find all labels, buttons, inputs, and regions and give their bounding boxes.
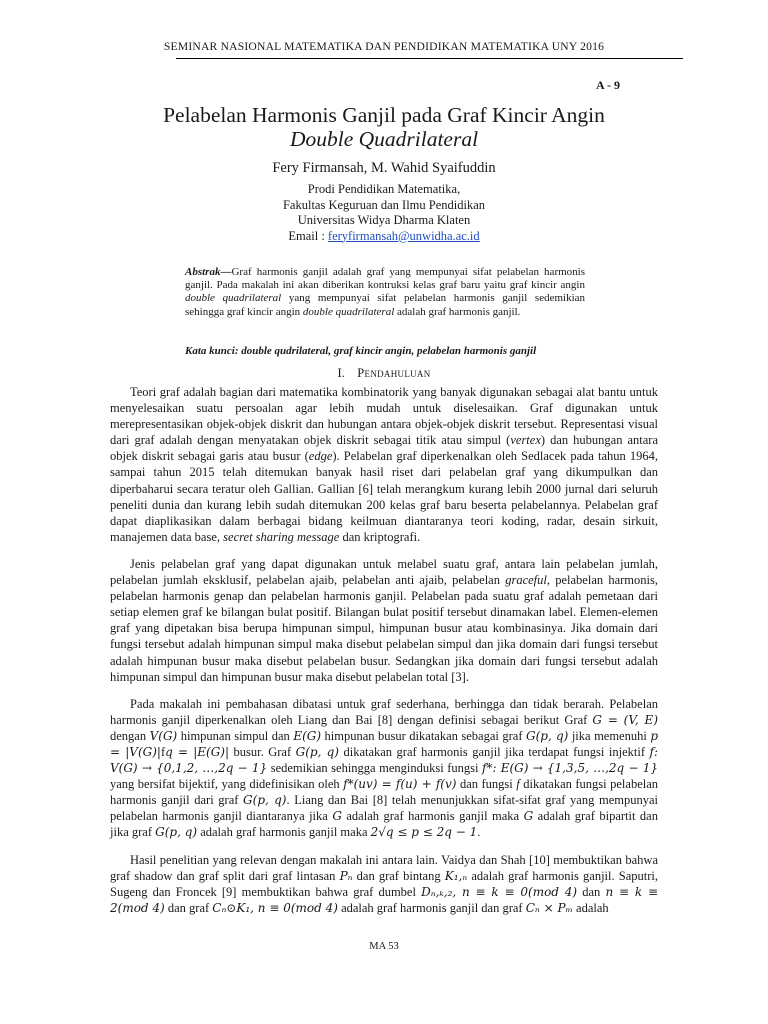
math: G	[523, 809, 534, 824]
text: dengan	[110, 728, 150, 743]
header-rule	[176, 58, 683, 59]
paragraph-3	[110, 696, 658, 841]
math: G(p, q)	[155, 825, 198, 840]
section-title: Pendahuluan	[357, 366, 431, 380]
math: p = |V(G)|	[110, 728, 659, 759]
text: dan kriptografi.	[339, 529, 421, 544]
affiliation-line3: Universitas Widya Dharma Klaten	[297, 213, 471, 227]
math: G(p, q)	[243, 793, 287, 808]
text: ) dan hubungan antara objek diskrit sebagai garis atau busur (	[110, 433, 659, 464]
text: dan graf	[164, 900, 213, 915]
math: G(p, q)	[295, 744, 339, 759]
abstract-label: Abstrak	[185, 266, 221, 278]
math: 2√q ≤ p ≤ 2q − 1	[370, 825, 478, 840]
text: jika memenuhi	[568, 728, 651, 743]
math: f*: E(G) → {1,3,5, …,2q − 1}	[482, 761, 658, 776]
keywords: Kata kunci: double qudrilateral, graf kincir angin, pelabelan harmonis ganjil	[185, 345, 537, 357]
term: vertex	[510, 433, 541, 448]
math: Pₙ	[339, 868, 353, 883]
math: K₁,ₙ	[444, 868, 468, 883]
text: dan graf bintang	[352, 868, 445, 883]
text: himpunan busur dikatakan sebagai graf	[321, 728, 526, 743]
abstract-text: Graf harmonis ganjil adalah graf yang mempunyai sifat pelabelan harmonis ganjil. Pada makalah ini akan diberikan kontruksi kelas graf baru yaitu graf kincir angin	[185, 266, 585, 292]
math: f	[516, 777, 520, 792]
term: edge	[308, 449, 333, 464]
paper-title-line2: Double Quadrilateral	[289, 127, 479, 151]
affiliation-line2: Fakultas Keguruan dan Ilmu Pendidikan	[282, 197, 486, 212]
text: sedemikian sehingga menginduksi fungsi	[267, 761, 483, 776]
text: Hasil penelitian yang relevan dengan makalah ini antara lain. Vaidya dan Shah [10] membuktikan bahwa graf shadow dan graf split dari graf lintasan	[110, 852, 658, 883]
text: f	[160, 744, 166, 759]
term: graceful	[505, 573, 547, 588]
math: q = |E(G)|	[165, 744, 230, 759]
text: adalah	[572, 900, 609, 915]
math: E(G)	[293, 728, 322, 743]
text: himpunan simpul dan	[177, 728, 294, 743]
math: G = (V, E)	[592, 712, 659, 727]
affiliation	[0, 182, 768, 244]
math: n ≡ k ≡ 2(mod 4)	[110, 884, 658, 915]
text: busur. Graf	[229, 744, 296, 759]
math: f*(uv) = f(u) + f(v)	[343, 777, 457, 792]
math: G(p, q)	[526, 728, 569, 743]
authors: Fery Firmansah, M. Wahid Syaifuddin	[272, 160, 496, 176]
text: Pada makalah ini pembahasan dibatasi untuk graf sederhana, berhingga dan tidak berarah. Pelabelan harmonis ganjil diperkenalkan oleh Liang dan Bai [8] dengan definisi sebagai berikut Graf	[110, 696, 658, 727]
email-link[interactable]: feryfirmansah@unwidha.ac.id	[327, 228, 480, 243]
math: V(G)	[149, 728, 178, 743]
paragraph-2	[110, 556, 658, 685]
text: . Liang dan Bai [8] telah menunjukkan sifat-sifat graf yang mempunyai pelabelan harmonis ganjil diantaranya jika	[110, 793, 658, 824]
email-label: Email :	[288, 228, 328, 243]
text: adalah graf harmonis ganjil maka	[197, 825, 371, 840]
abstract-dash: —	[220, 266, 232, 278]
text: dan fungsi	[456, 777, 517, 792]
math: G	[332, 809, 342, 824]
running-header: SEMINAR NASIONAL MATEMATIKA DAN PENDIDIKAN MATEMATIKA UNY 2016	[163, 40, 605, 53]
text: ). Pelabelan graf diperkenalkan oleh Sedlacek pada tahun 1964, sampai tahun 2015 telah ditemukan banyak hasil riset dari pelabelan graf yang dikumpulkan dan diperbaharui secara teratur oleh Gallian. Gallian [6] telah merangkum kurang lebih 2000 jurnal dari seluruh peneliti dunia dan kurang lebih sudah ditemukan 200 kelas graf baru beserta pelabelannya. Pelabelan graf dapat diaplikasikan dalam berbagai bidang keilmuan diantaranya teori koding, radar, desain sirkuit, manajemen data base,	[110, 449, 658, 544]
math: Cₙ⊙K₁, n ≡ 0(mod 4)	[212, 900, 338, 915]
text: dikatakan graf harmonis ganjil jika terdapat fungsi injektif	[338, 744, 650, 759]
text: adalah graf harmonis ganjil. Saputri, Sugeng dan Froncek [9] membuktikan bahwa graf dumbel	[110, 868, 658, 899]
text: .	[477, 825, 481, 840]
math: f: V(G) → {0,1,2, …,2q − 1}	[110, 744, 658, 776]
affiliation-line1: Prodi Pendidikan Matematika,	[307, 182, 461, 196]
abstract-text: yang mempunyai sifat pelabelan harmonis ganjil sedemikian sehingga graf kincir angin	[185, 292, 586, 318]
term: secret sharing message	[223, 529, 340, 544]
text: yang bersifat bijektif, yang didefinisikan oleh	[110, 777, 344, 792]
abstract	[185, 266, 585, 319]
text: adalah graf bipartit dan jika graf	[110, 809, 658, 840]
body-text	[110, 384, 658, 927]
paragraph-1	[110, 384, 658, 545]
abstract-term: double quadrilateral	[302, 305, 395, 318]
abstract-text: adalah graf harmonis ganjil.	[394, 305, 521, 318]
math: Cₙ × Pₘ	[525, 900, 573, 915]
text: dan	[577, 884, 606, 899]
abstract-term: double quadrilateral	[185, 292, 282, 305]
section-heading	[0, 366, 768, 381]
text: Teori graf adalah bagian dari matematika kombinatorik yang banyak digunakan sebagai alat bantu untuk menyelesaikan suatu persoalan agar lebih mudah untuk diselesaikan. Graf digunakan untuk merepresentasikan objek-objek diskrit dan hubungan antara objek-objek diskrit tersebut. Representasi visual dari graf adalah dengan menyatakan objek diskrit sebagai titik atau simpul (	[110, 385, 658, 448]
paper-title-line1: Pelabelan Harmonis Ganjil pada Graf Kincir Angin	[163, 103, 605, 127]
page-number: MA 53	[369, 941, 399, 952]
text: adalah graf harmonis ganjil maka	[341, 809, 524, 824]
text: , pelabelan harmonis, pelabelan harmonis genap dan pelabelan harmonis ganjil. Pelabelan pada suatu graf adalah pemetaan dari setiap elemen graf ke bilangan bulat positif. Bilangan bulat positif tersebut dinamakan label. Elemen-elemen graf yang dipetakan bisa berupa himpunan simpul, himpunan busur atau kombinasinya. Jika domain dari fungsi tersebut adalah himpunan simpul maka disebut pelabelan simpul dan jika domain dari fungsi tersebut adalah himpunan busur maka disebut pelabelan busur. Sedangkan jika domain dari fungsi tersebut adalah himpunan simpul dan himpunan busur maka disebut pelabelan total [3].	[110, 573, 658, 684]
section-number: I.	[337, 366, 345, 380]
text: Jenis pelabelan graf yang dapat digunakan untuk melabel suatu graf, antara lain pelabelan jumlah, pelabelan jumlah eksklusif, pelabelan ajaib, pelabelan anti ajaib, pelabelan	[110, 556, 658, 588]
math: Dₙ,ₖ,₂, n ≡ k ≡ 0(mod 4)	[421, 884, 578, 899]
paper-code: A - 9	[596, 78, 620, 92]
paragraph-4	[110, 852, 658, 916]
text: adalah graf harmonis ganjil dan graf	[337, 900, 526, 915]
text: dikatakan fungsi pelabelan harmonis ganjil dari graf	[110, 777, 659, 808]
email-line	[0, 229, 768, 245]
